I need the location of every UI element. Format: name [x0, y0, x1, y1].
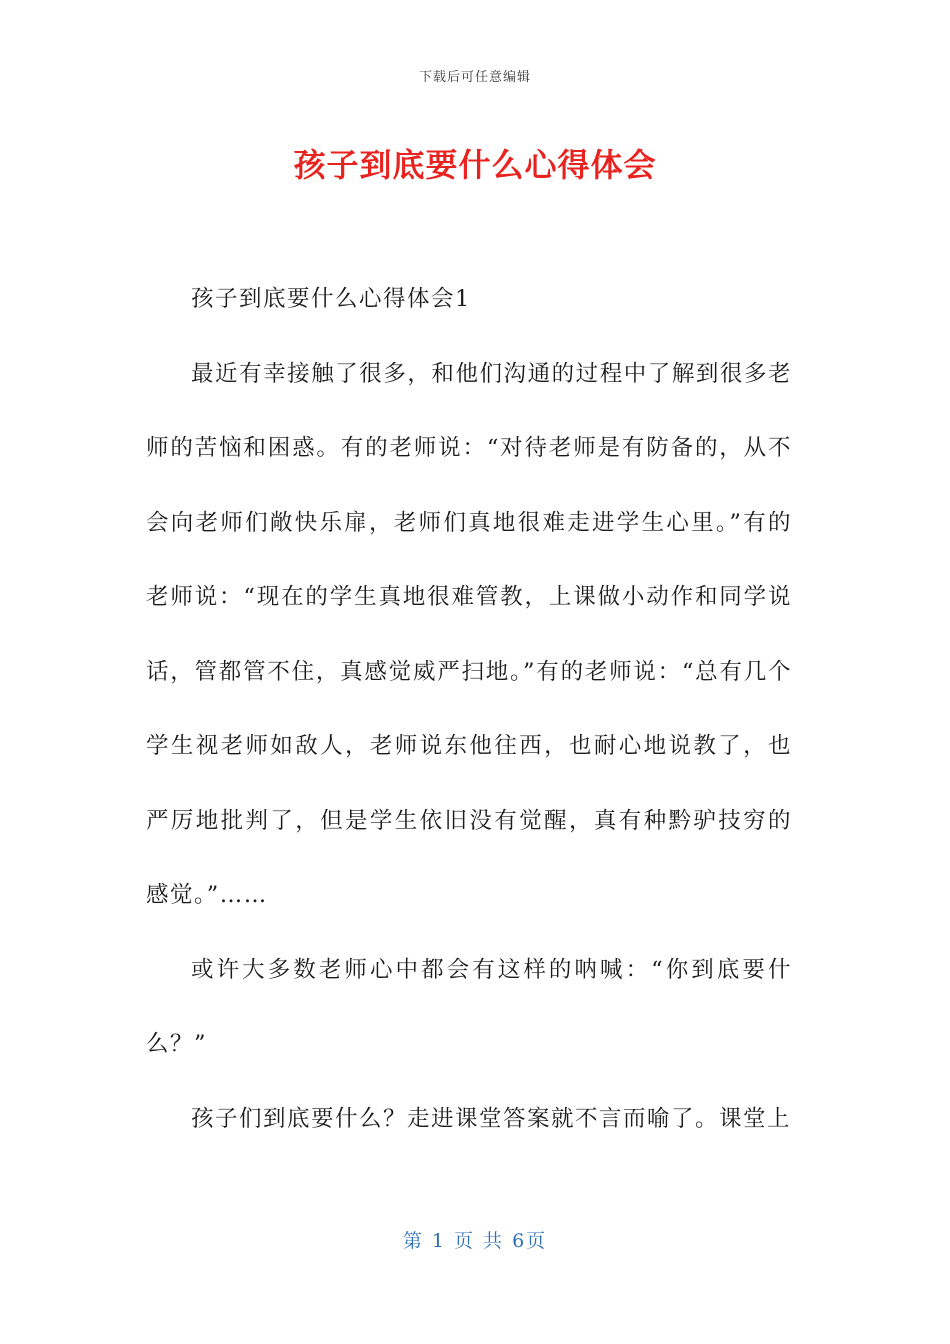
document-body — [146, 262, 792, 1156]
paragraph: 或许大多数老师心中都会有这样的呐喊：“你到底要什么？” — [146, 956, 792, 1057]
header-note: 下载后可任意编辑 — [418, 70, 531, 85]
section-heading: 孩子到底要什么心得体会1 — [191, 286, 471, 312]
paragraph: 孩子们到底要什么？走进课堂答案就不言而喻了。课堂上 — [191, 1105, 792, 1132]
paragraph: 最近有幸接触了很多，和他们沟通的过程中了解到很多老师的苦恼和困惑。有的老师说：“对待老师是有防备的，从不会向老师们敞快乐扉，老师们真地很难走进学生心里。”有的老师说：“现在的学生真地很难管教，上课做小动作和同学说话，管都管不住，真感觉威严扫地。”有的老师说：“总有几个学生视老师如敌人，老师说东他往西，也耐心地说教了，也严厉地批判了，但是学生依旧没有觉醒，真有种黔驴技穷的感觉。”…… — [146, 360, 792, 908]
page-number: 第 1 页 共 6页 — [402, 1230, 548, 1252]
document-title: 孩子到底要什么心得体会 — [293, 146, 657, 184]
